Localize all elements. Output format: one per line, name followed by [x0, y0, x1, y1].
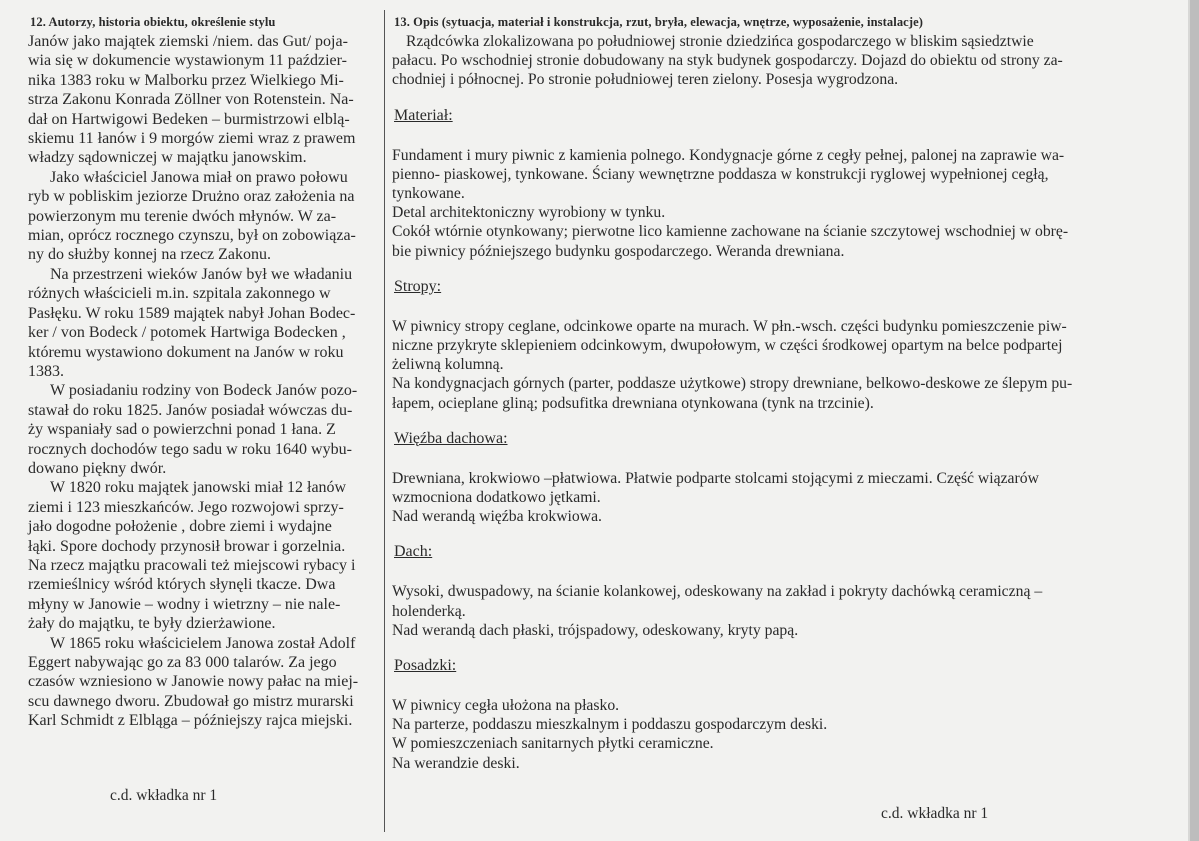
section-12-history [28, 14, 378, 731]
stropy-paragraph [392, 317, 1132, 413]
material-line: bie piwnicy późniejszego budynku gospodarczego. Weranda drewniana. [392, 242, 845, 260]
history-line: Na rzecz majątku pracowali też miejscowi rybacy i [28, 556, 356, 574]
right-continuation-note: c.d. wkładka nr 1 [881, 805, 989, 822]
posadzki-paragraph [392, 696, 1132, 773]
posadzki-line: Na werandzie deski. [392, 754, 520, 772]
history-line: Janów jako majątek ziemski /niem. das Gut/ poja- [28, 33, 348, 50]
wiezba-line: wzmocniona dodatkowo jętkami. [392, 489, 601, 507]
history-line: strza Zakonu Konrada Zöllner von Rotenstein. Na- [28, 91, 354, 109]
section-13-description [392, 14, 1132, 773]
history-line: stawał do roku 1825. Janów posiadał wówczas du- [28, 401, 353, 419]
intro-line: chodniej i północnej. Po stronie południowej teren zielony. Posesja wygrodzona. [392, 71, 899, 89]
material-line: Detal architektoniczny wyrobiony w tynku. [392, 204, 666, 222]
history-line: wia się w dokumencie wystawionym 11 paździer- [28, 52, 347, 70]
history-line: ziemi i 123 mieszkańców. Jego rozwojowi sprzy- [28, 498, 344, 516]
intro-paragraph [392, 32, 1132, 90]
stropy-line: łapem, ocieplane gliną; podsufitka drewniana otynkowana (tynk na trzcinie). [392, 394, 874, 412]
history-line: łąki. Spore dochody przynosił browar i gorzelnia. [28, 537, 346, 555]
history-line: mian, oprócz rocznego czynszu, był on zobowiąza- [28, 227, 356, 245]
dach-line: Wysoki, dwuspadowy, na ścianie kolankowej, odeskowany na zakład i pokryty dachówką ceramiczną – [392, 583, 1043, 601]
section-12-body [28, 32, 378, 731]
history-line: Karl Schmidt z Elbląga – późniejszy rajca miejski. [28, 712, 353, 730]
history-line: ker / von Bodeck / potomek Hartwiga Bodecken , [28, 324, 346, 342]
material-line: pienno- piaskowej, tynkowane. Ściany wewnętrzne poddasza w konstrukcji ryglowej wypełnionej cegłą, [392, 165, 1049, 183]
history-line: W 1820 roku majątek janowski miał 12 łanów [50, 479, 347, 497]
heading-dach: Dach: [394, 543, 433, 561]
section-13-body [392, 32, 1132, 773]
dach-paragraph [392, 582, 1132, 640]
stropy-line: niczne przykryte sklepieniem odcinkowym, dwupołowym, w części środkowej opartym na belce podpartej [392, 337, 1063, 355]
wiezba-paragraph [392, 469, 1132, 527]
left-continuation-note: c.d. wkładka nr 1 [110, 787, 218, 804]
history-line: ny do służby konnej na rzecz Zakonu. [28, 246, 272, 264]
history-line: żały do majątku, te były dzierżawione. [28, 615, 276, 633]
section-13-title: 13. Opis (sytuacja, materiał i konstrukcja, rzut, bryła, elewacja, wnętrze, wyposażenie, instalacje) [394, 15, 924, 29]
history-line: W posiadaniu rodziny von Bodeck Janów pozo- [50, 382, 358, 400]
history-line: jało dogodne położenie , dobre ziemi i wydajne [28, 518, 332, 536]
history-line: 1383. [28, 362, 64, 380]
dach-line: holenderką. [392, 602, 466, 620]
heading-stropy: Stropy: [394, 277, 442, 295]
history-line: Pasłęku. W roku 1589 majątek nabył Johan Bodec- [28, 304, 356, 322]
history-line: rzemieślnicy wśród których słynęli tkacze. Dwa [28, 576, 336, 594]
posadzki-line: Na parterze, poddaszu mieszkalnym i poddaszu gospodarczym deski. [392, 716, 828, 734]
history-line: W 1865 roku właścicielem Janowa został Adolf [50, 634, 356, 652]
heading-material: Materiał: [394, 106, 453, 124]
stropy-line: Na kondygnacjach górnych (parter, poddasze użytkowe) stropy drewniane, belkowo-deskowe ze ślepym pu- [392, 375, 1073, 393]
history-line: młyny w Janowie – wodny i wietrzny – nie nale- [28, 595, 341, 613]
history-line: scu dawnego dworu. Zbudował go mistrz murarski [28, 692, 354, 710]
material-line: tynkowane. [392, 185, 465, 203]
material-line: Fundament i mury piwnic z kamienia polnego. Kondygnacje górne z cegły pełnej, palonej na zaprawie wa- [392, 146, 1065, 164]
history-line: ży wspaniały sad o powierzchni ponad 1 łana. Z [28, 421, 336, 439]
heading-wiezba: Więźba dachowa: [394, 429, 508, 447]
posadzki-line: W piwnicy cegła ułożona na płasko. [392, 697, 620, 715]
history-line: Eggert nabywając go za 83 000 talarów. Za jego [28, 654, 337, 671]
history-line: różnych właścicieli m.in. szpitala zakonnego w [28, 285, 331, 303]
intro-line: pałacu. Po wschodniej stronie dobudowany na styk budynek gospodarczy. Dojazd do obiektu od strony za- [392, 52, 1063, 70]
material-paragraph [392, 146, 1132, 261]
history-line: skiemu 11 łanów i 9 morgów ziemi wraz z prawem [28, 130, 356, 148]
history-line: powierzonym mu terenie dwóch młynów. W za- [28, 207, 337, 225]
history-line: Na przestrzeni wieków Janów był we władaniu [50, 265, 353, 283]
stropy-line: W piwnicy stropy ceglane, odcinkowe oparte na murach. W płn.-wsch. części budynku pomieszczenie piw- [392, 317, 1067, 335]
history-line: Jako właściciel Janowa miał on prawo połowu [50, 168, 348, 186]
history-line: rocznych dochodów tego sadu w roku 1640 wybu- [28, 440, 352, 458]
history-line: dał on Hartwigowi Bedeken – burmistrzowi elblą- [28, 110, 350, 128]
material-line: Cokół wtórnie otynkowany; pierwotne lico kamienne zachowane na ścianie szczytowej wschodniej w obrę- [392, 223, 1069, 241]
posadzki-line: W pomieszczeniach sanitarnych płytki ceramiczne. [392, 735, 714, 753]
section-12-title: 12. Autorzy, historia obiektu, określenie stylu [30, 15, 276, 29]
column-divider [384, 10, 385, 832]
history-line: któremu wystawiono dokument na Janów w roku [28, 343, 344, 361]
wiezba-line: Nad werandą więźba krokwiowa. [392, 508, 602, 526]
history-line: czasów wzniesiono w Janowie nowy pałac na miej- [28, 673, 359, 691]
wiezba-line: Drewniana, krokwiowo –płatwiowa. Płatwie podparte stolcami stojącymi z mieczami. Część wiązarów [392, 469, 1039, 487]
stropy-line: żeliwną kolumną. [392, 356, 504, 374]
history-line: dowano piękny dwór. [28, 459, 167, 477]
heading-posadzki: Posadzki: [394, 657, 457, 675]
history-line: nika 1383 roku w Malborku przez Wielkiego Mi- [28, 71, 344, 89]
history-line: ryb w pobliskim jeziorze Drużno oraz założenia na [28, 188, 355, 206]
intro-line: Rządcówka zlokalizowana po południowej stronie dziedzińca gospodarczego w bliskim sąsiedztwie [406, 33, 1034, 50]
history-line: władzy sądowniczej w majątku janowskim. [28, 149, 307, 167]
dach-line: Nad werandą dach płaski, trójspadowy, odeskowany, kryty papą. [392, 621, 799, 639]
